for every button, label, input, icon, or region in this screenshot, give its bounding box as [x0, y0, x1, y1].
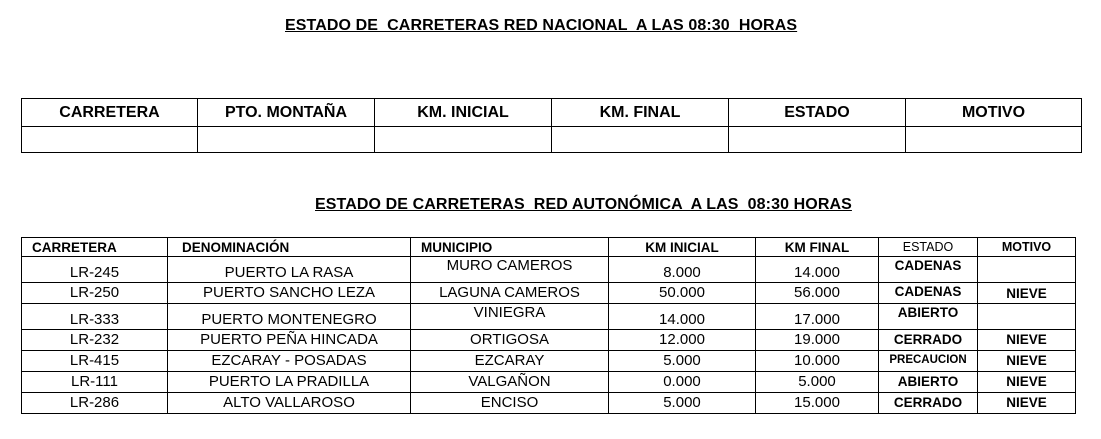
cell-carretera: LR-250	[22, 283, 168, 304]
cell-km-inicial: 50.000	[609, 283, 756, 304]
header-estado: ESTADO	[879, 238, 978, 257]
header-motivo: MOTIVO	[978, 238, 1076, 257]
cell-carretera: LR-333	[22, 304, 168, 330]
cell-carretera: LR-415	[22, 351, 168, 372]
cell-motivo	[978, 257, 1076, 283]
cell-km-inicial: 5.000	[609, 351, 756, 372]
cell-denominacion: PUERTO MONTENEGRO	[168, 304, 411, 330]
empty-cell	[198, 127, 375, 153]
cell-municipio: VINIEGRA	[411, 304, 609, 330]
cell-motivo: NIEVE	[978, 283, 1076, 304]
cell-carretera: LR-245	[22, 257, 168, 283]
national-header-row	[22, 99, 1082, 127]
cell-carretera: LR-111	[22, 372, 168, 393]
header-denominacion: DENOMINACIÓN	[168, 238, 411, 257]
cell-carretera: LR-232	[22, 330, 168, 351]
national-header-pto-montana: PTO. MONTAÑA	[198, 99, 375, 127]
header-km-final: KM FINAL	[756, 238, 879, 257]
cell-denominacion: PUERTO SANCHO LEZA	[168, 283, 411, 304]
autonomic-roads-table	[21, 237, 1076, 414]
cell-municipio: ENCISO	[411, 393, 609, 414]
empty-cell	[375, 127, 552, 153]
table-row	[22, 372, 1076, 393]
cell-km-final: 56.000	[756, 283, 879, 304]
cell-motivo: NIEVE	[978, 372, 1076, 393]
cell-motivo: NIEVE	[978, 330, 1076, 351]
cell-motivo: NIEVE	[978, 351, 1076, 372]
cell-estado: ABIERTO	[879, 372, 978, 393]
header-km-inicial: KM INICIAL	[609, 238, 756, 257]
cell-km-inicial: 14.000	[609, 304, 756, 330]
cell-carretera: LR-286	[22, 393, 168, 414]
cell-km-final: 14.000	[756, 257, 879, 283]
cell-denominacion: ALTO VALLAROSO	[168, 393, 411, 414]
cell-municipio: LAGUNA CAMEROS	[411, 283, 609, 304]
cell-municipio: ORTIGOSA	[411, 330, 609, 351]
empty-cell	[552, 127, 729, 153]
cell-denominacion: PUERTO PEÑA HINCADA	[168, 330, 411, 351]
cell-motivo	[978, 304, 1076, 330]
cell-km-final: 5.000	[756, 372, 879, 393]
national-empty-row	[22, 127, 1082, 153]
cell-estado: ABIERTO	[879, 304, 978, 330]
cell-km-final: 10.000	[756, 351, 879, 372]
national-header-motivo: MOTIVO	[906, 99, 1082, 127]
national-header-carretera: CARRETERA	[22, 99, 198, 127]
table-row	[22, 330, 1076, 351]
cell-km-inicial: 8.000	[609, 257, 756, 283]
cell-km-final: 17.000	[756, 304, 879, 330]
cell-municipio: VALGAÑON	[411, 372, 609, 393]
table-row	[22, 283, 1076, 304]
national-table-title: ESTADO DE CARRETERAS RED NACIONAL A LAS 08:30 HORAS	[285, 17, 798, 34]
cell-motivo: NIEVE	[978, 393, 1076, 414]
cell-estado: CADENAS	[879, 257, 978, 283]
autonomic-header-row	[22, 238, 1076, 257]
autonomic-table-title: ESTADO DE CARRETERAS RED AUTONÓMICA A LAS 08:30 HORAS	[315, 196, 852, 213]
table-row	[22, 257, 1076, 283]
cell-estado: CERRADO	[879, 330, 978, 351]
cell-municipio: EZCARAY	[411, 351, 609, 372]
cell-estado: CERRADO	[879, 393, 978, 414]
cell-estado: CADENAS	[879, 283, 978, 304]
cell-km-final: 15.000	[756, 393, 879, 414]
table-row	[22, 351, 1076, 372]
cell-estado: PRECAUCION	[879, 351, 978, 372]
cell-denominacion: PUERTO LA PRADILLA	[168, 372, 411, 393]
header-municipio: MUNICIPIO	[411, 238, 609, 257]
national-header-km-inicial: KM. INICIAL	[375, 99, 552, 127]
table-row	[22, 393, 1076, 414]
cell-km-inicial: 0.000	[609, 372, 756, 393]
cell-denominacion: PUERTO LA RASA	[168, 257, 411, 283]
empty-cell	[906, 127, 1082, 153]
header-carretera: CARRETERA	[22, 238, 168, 257]
cell-km-inicial: 5.000	[609, 393, 756, 414]
cell-km-inicial: 12.000	[609, 330, 756, 351]
empty-cell	[22, 127, 198, 153]
cell-km-final: 19.000	[756, 330, 879, 351]
cell-municipio: MURO CAMEROS	[411, 257, 609, 283]
empty-cell	[729, 127, 906, 153]
table-row	[22, 304, 1076, 330]
national-header-estado: ESTADO	[729, 99, 906, 127]
national-roads-table	[21, 98, 1082, 153]
national-header-km-final: KM. FINAL	[552, 99, 729, 127]
cell-denominacion: EZCARAY - POSADAS	[168, 351, 411, 372]
